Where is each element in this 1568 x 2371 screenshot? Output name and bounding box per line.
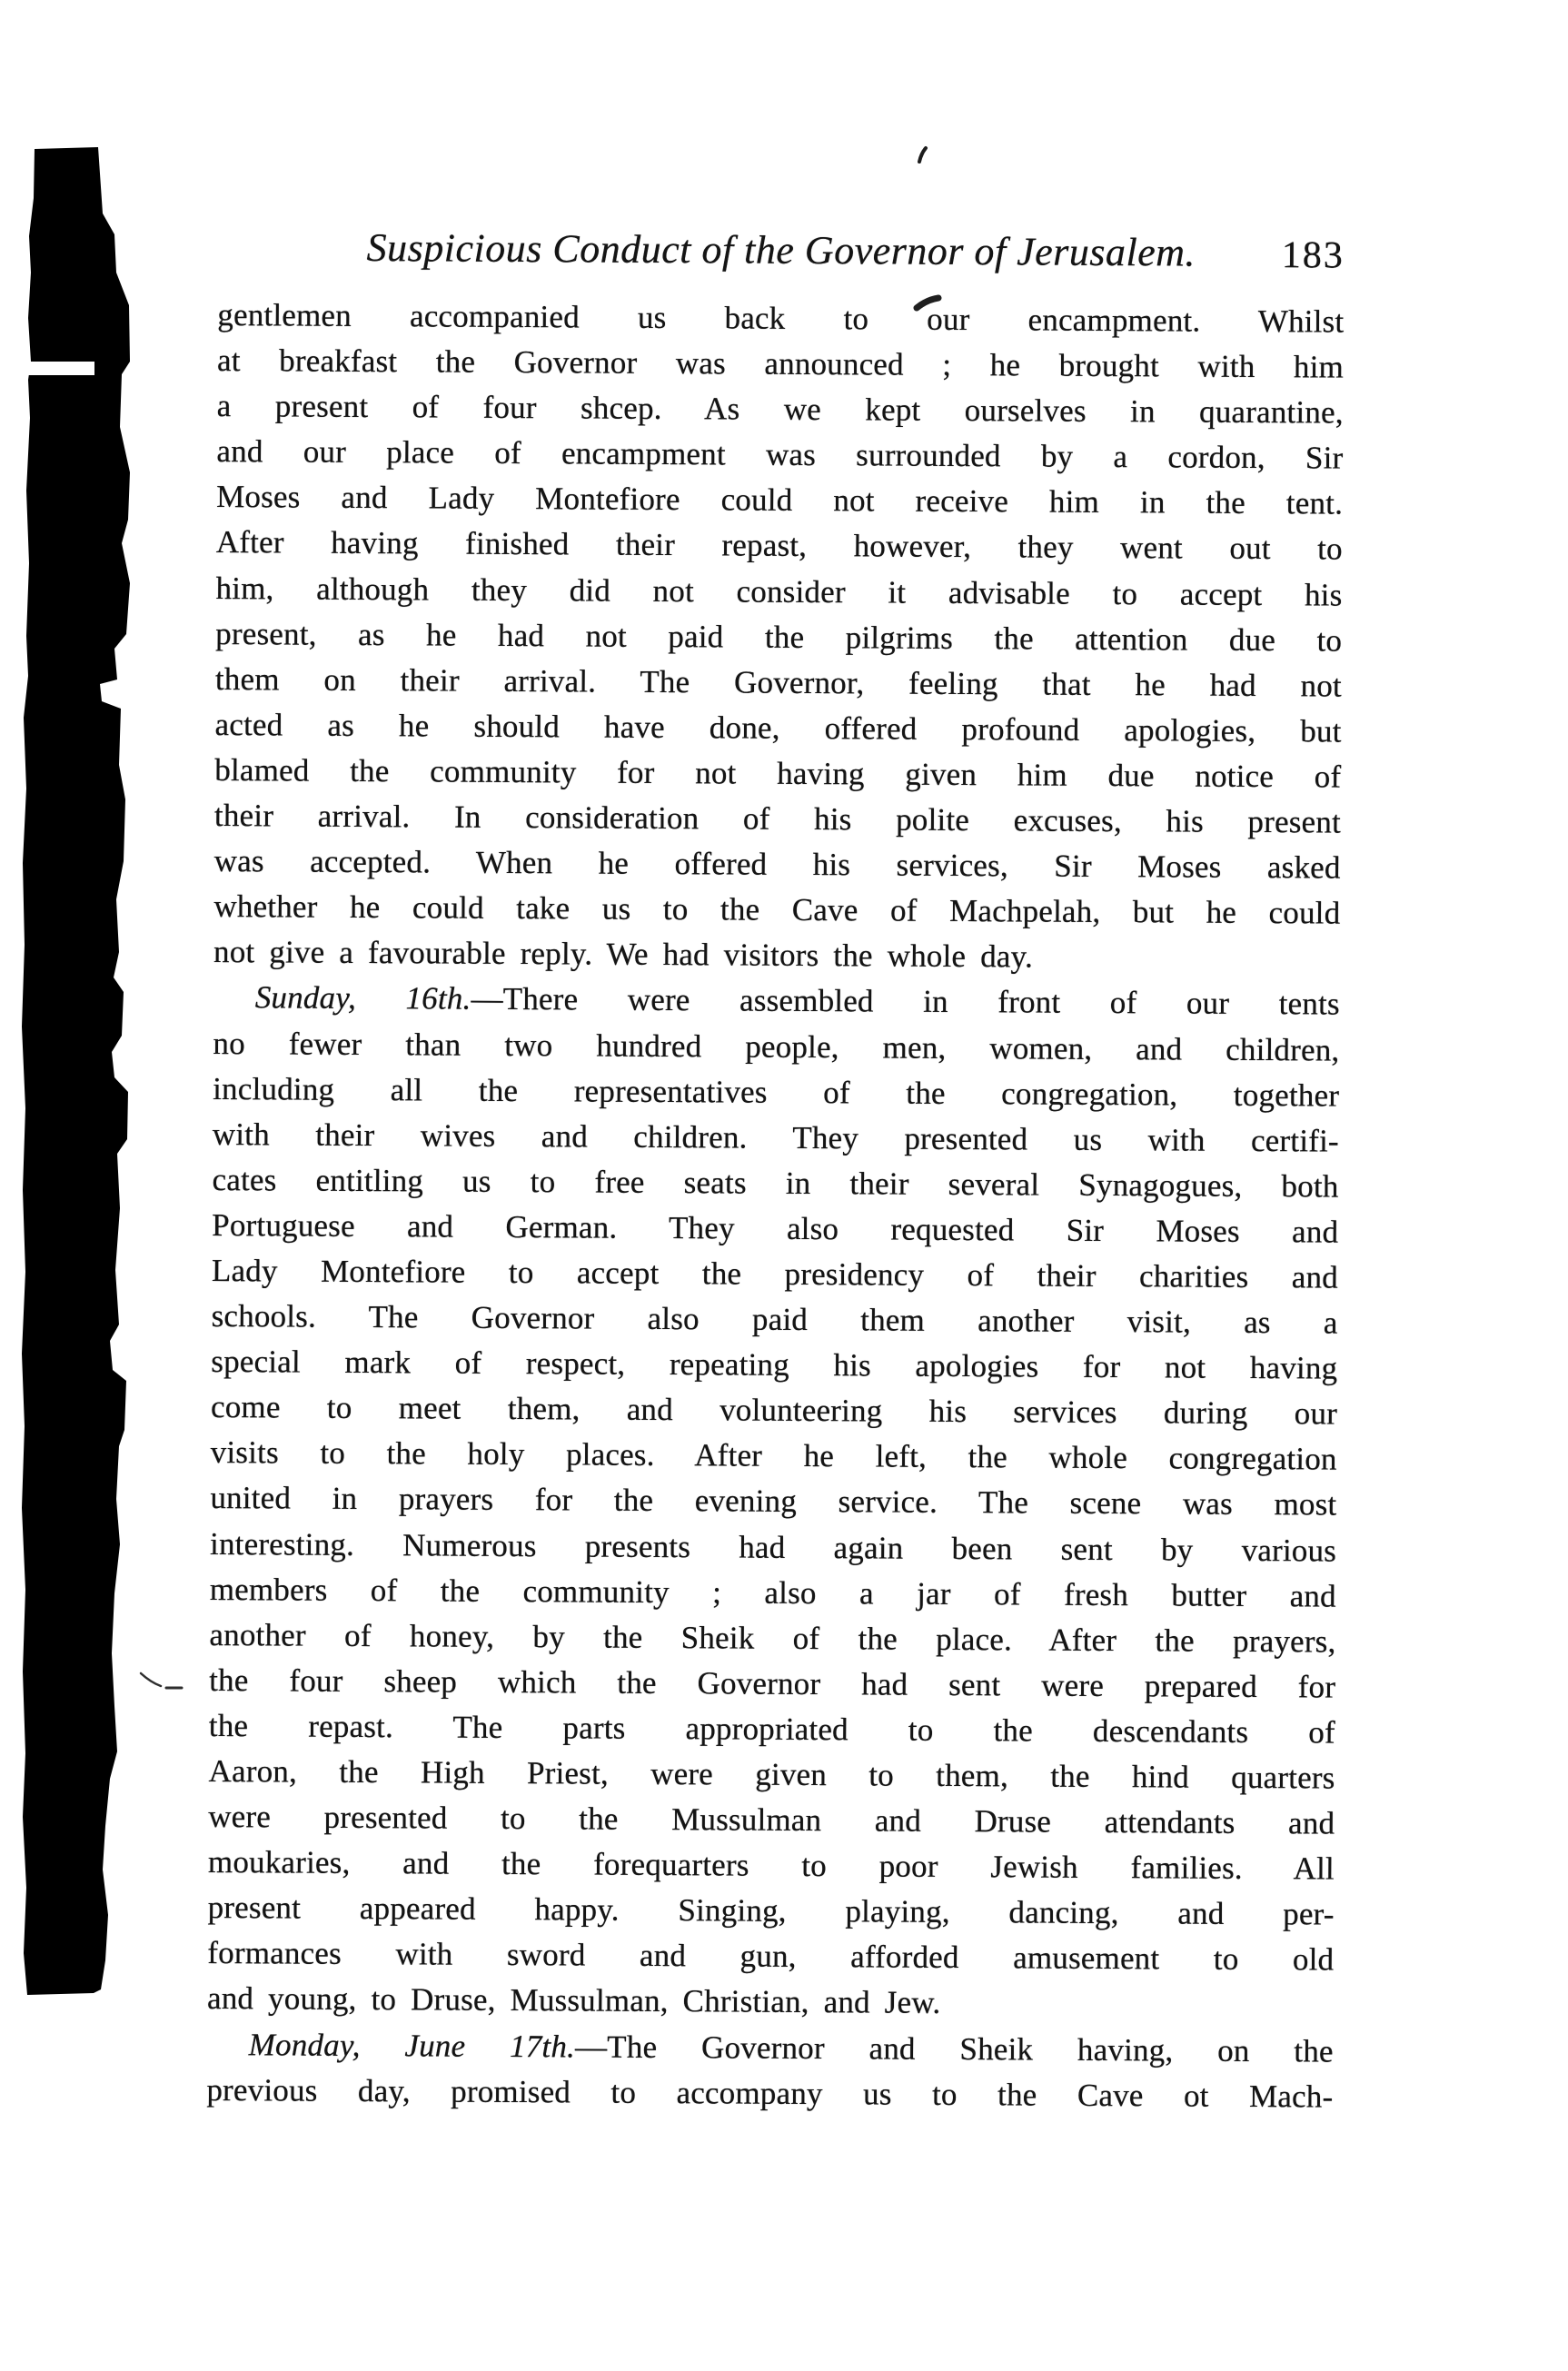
text-line: Aaron, the High Priest, were given to them, the hind quarters xyxy=(208,1752,1335,1796)
text-line: was accepted. When he offered his services, Sir Moses asked xyxy=(213,843,1341,886)
text-line: interesting. Numerous presents had again been sent by various xyxy=(209,1525,1337,1569)
text-line: no fewer than two hundred people, men, women, and children, xyxy=(213,1025,1340,1068)
ink-speck-artifact xyxy=(919,148,926,162)
text-line: present appeared happy. Singing, playing, dancing, and per- xyxy=(207,1890,1335,1932)
text-line: After having finished their repast, however, they went out to xyxy=(215,524,1343,568)
text-line: him, although they did not consider it advisable to accept his xyxy=(215,570,1343,613)
pencil-margin-curve-mark xyxy=(141,1673,161,1686)
text-line: moukaries, and the forequarters to poor Jewish families. All xyxy=(207,1844,1335,1887)
text-line: whether he could take us to the Cave of Machpelah, but he could xyxy=(213,888,1341,931)
text-line: Sunday, 16th.—There were assembled in front of our tents xyxy=(254,979,1340,1022)
date-lead-in: Sunday, 16th. xyxy=(254,979,471,1017)
text-line: and our place of encampment was surrounded by a cordon, Sir xyxy=(216,433,1344,476)
text-line: the repast. The parts appropriated to the descendants of xyxy=(208,1707,1335,1751)
text-line: Moses and Lady Montefiore could not receive him in the tent. xyxy=(216,479,1344,521)
text-line: and young, to Druse, Mussulman, Christian, and Jew. xyxy=(206,1980,941,2021)
text-line: special mark of respect, repeating his apologies for not having xyxy=(211,1344,1338,1386)
text-line: gentlemen accompanied us back to our encampment. Whilst xyxy=(217,296,1345,340)
text-line: present, as he had not paid the pilgrims the attention due to xyxy=(215,615,1343,659)
text-line: previous day, promised to accompany us to the Cave ot Mach- xyxy=(206,2071,1334,2115)
text-line: with their wives and children. They presented us with certifi- xyxy=(212,1116,1339,1159)
printed-text-block xyxy=(206,221,1345,2119)
text-line: Monday, June 17th.—The Governor and Sheik having, on the xyxy=(248,2026,1334,2069)
text-line: were presented to the Mussulman and Druse attendants and xyxy=(208,1799,1335,1841)
text-line: schools. The Governor also paid them another visit, as a xyxy=(211,1298,1338,1341)
text-line: not give a favourable reply. We had visitors the whole day. xyxy=(213,934,1034,975)
date-lead-in: Monday, June 17th. xyxy=(248,2026,576,2065)
text-line: a present of four shcep. As we kept ourselves in quarantine, xyxy=(216,388,1344,431)
text-line: including all the representatives of the congregation, together xyxy=(213,1070,1340,1114)
text-line: visits to the holy places. After he left, the whole congregation xyxy=(210,1434,1337,1477)
text-line: united in prayers for the evening service. The scene was most xyxy=(210,1480,1337,1523)
text-line: members of the community ; also a jar of fresh butter and xyxy=(209,1571,1336,1614)
text-line: at breakfast the Governor was announced ; he brought with him xyxy=(216,342,1345,385)
blot-white-notch xyxy=(18,362,94,375)
text-line: their arrival. In consideration of his polite excuses, his present xyxy=(213,798,1342,840)
text-line: cates entitling us to free seats in their several Synagogues, both xyxy=(212,1161,1339,1205)
text-line: Lady Montefiore to accept the presidency of their charities and xyxy=(211,1252,1339,1295)
text-line: another of honey, by the Sheik of the place. After the prayers, xyxy=(209,1616,1336,1660)
page-number: 183 xyxy=(1281,234,1345,277)
text-line: the four sheep which the Governor had sent were prepared for xyxy=(209,1662,1336,1705)
text-line: formances with sword and gun, afforded amusement to old xyxy=(207,1935,1335,1978)
page-body xyxy=(206,293,1344,2119)
page-title: Suspicious Conduct of the Governor of Jerusalem. xyxy=(366,225,1196,275)
text-line: blamed the community for not having given him due notice of xyxy=(214,751,1342,795)
text-line: come to meet them, and volunteering his services during our xyxy=(210,1389,1338,1432)
text-line: acted as he should have done, offered profound apologies, but xyxy=(214,706,1342,749)
text-line: Portuguese and German. They also requested Sir Moses and xyxy=(212,1206,1339,1250)
binding-ink-blot-artifact xyxy=(22,147,130,1995)
running-header xyxy=(218,221,1345,281)
text-line: them on their arrival. The Governor, feeling that he had not xyxy=(214,660,1343,704)
